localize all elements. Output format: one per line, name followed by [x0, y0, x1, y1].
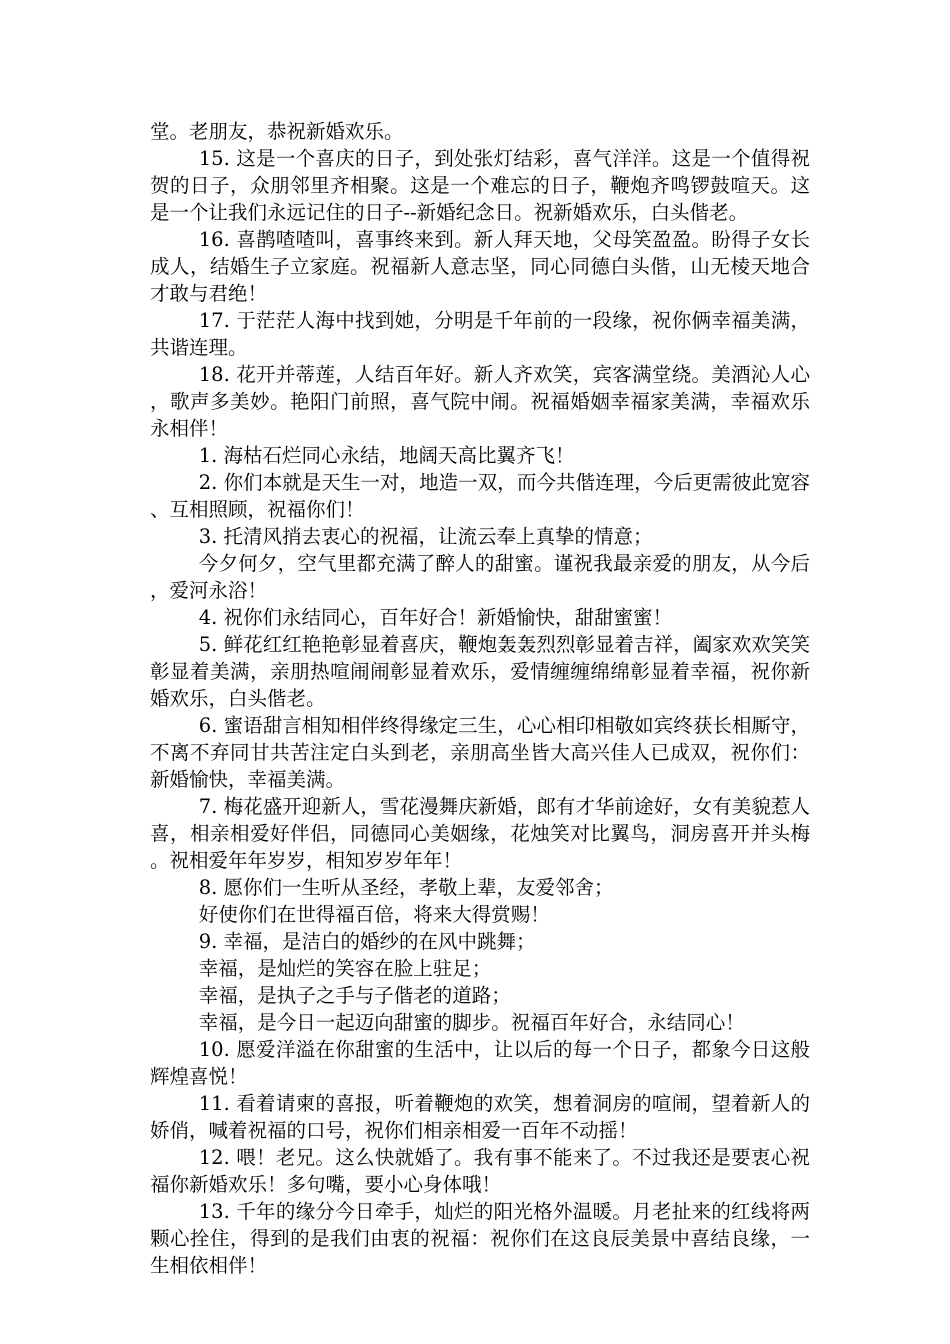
paragraph-item-18: 18. 花开并蒂莲，人结百年好。新人齐欢笑，宾客满堂绕。美酒沁人心，歌声多美妙。艳阳门前照，喜气院中闹。祝福婚姻幸福家美满，幸福欢乐永相伴！	[150, 363, 810, 440]
paragraph-item-17: 17. 于茫茫人海中找到她，分明是千年前的一段缘，祝你俩幸福美满，共谐连理。	[150, 309, 810, 359]
paragraph-item-2: 2. 你们本就是天生一对，地造一双，而今共偕连理，今后更需彼此宽容、互相照顾，祝福你们！	[150, 471, 810, 521]
paragraph-item-5: 5. 鲜花红红艳艳彰显着喜庆，鞭炮轰轰烈烈彰显着吉祥，阖家欢欢笑笑彰显着美满，亲朋热喧闹闹彰显着欢乐，爱情缠缠绵绵彰显着幸福，祝你新婚欢乐，白头偕老。	[150, 633, 810, 710]
paragraph-item-9-line-2: 幸福，是灿烂的笑容在脸上驻足；	[198, 957, 492, 980]
paragraph-item-12: 12. 喂！老兄。这么快就婚了。我有事不能来了。不过我还是要衷心祝福你新婚欢乐！多句嘴，要小心身体哦！	[150, 1146, 810, 1196]
paragraph-item-15: 15. 这是一个喜庆的日子，到处张灯结彩，喜气洋洋。这是一个值得祝贺的日子，众朋邻里齐相聚。这是一个难忘的日子，鞭炮齐鸣锣鼓喧天。这是一个让我们永远记住的日子--新婚纪念日。祝新婚欢乐，白头偕老。	[150, 147, 810, 224]
paragraph-item-3-continued: 今夕何夕，空气里都充满了醉人的甜蜜。谨祝我最亲爱的朋友，从今后，爱河永浴！	[150, 552, 810, 602]
paragraph-item-16: 16. 喜鹊喳喳叫，喜事终来到。新人拜天地，父母笑盈盈。盼得子女长成人，结婚生子立家庭。祝福新人意志坚，同心同德白头偕，山无棱天地合才敢与君绝！	[150, 228, 810, 305]
paragraph-item-6: 6. 蜜语甜言相知相伴终得缘定三生，心心相印相敬如宾终获长相厮守，不离不弃同甘共苦注定白头到老，亲朋高坐皆大高兴佳人已成双，祝你们：新婚愉快，幸福美满。	[150, 714, 810, 791]
paragraph-item-8: 8. 愿你们一生听从圣经，孝敬上辈，友爱邻舍；	[198, 876, 614, 899]
paragraph-item-1: 1. 海枯石烂同心永结，地阔天高比翼齐飞！	[198, 444, 575, 467]
document-body	[150, 118, 810, 1279]
paragraph-item-4: 4. 祝你们永结同心，百年好合！新婚愉快，甜甜蜜蜜！	[198, 606, 673, 629]
paragraph-item-9: 9. 幸福，是洁白的婚纱的在风中跳舞；	[198, 930, 536, 953]
paragraph-item-9-line-3: 幸福，是执子之手与子偕老的道路；	[198, 984, 511, 1007]
paragraph-item-9-line-4: 幸福，是今日一起迈向甜蜜的脚步。祝福百年好合，永结同心！	[198, 1011, 745, 1034]
paragraph-item-10: 10. 愿爱洋溢在你甜蜜的生活中，让以后的每一个日子，都象今日这般辉煌喜悦！	[150, 1038, 810, 1088]
paragraph-continued: 堂。老朋友，恭祝新婚欢乐。	[150, 120, 404, 143]
paragraph-item-8-continued: 好使你们在世得福百倍，将来大得赏赐！	[198, 903, 550, 926]
paragraph-item-11: 11. 看着请柬的喜报，听着鞭炮的欢笑，想着洞房的喧闹，望着新人的娇俏，喊着祝福的口号，祝你们相亲相爱一百年不动摇！	[150, 1092, 810, 1142]
paragraph-item-7: 7. 梅花盛开迎新人，雪花漫舞庆新婚，郎有才华前途好，女有美貌惹人喜，相亲相爱好伴侣，同德同心美姻缘，花烛笑对比翼鸟，洞房喜开并头梅。祝相爱年年岁岁，相知岁岁年年！	[150, 795, 810, 872]
paragraph-item-3: 3. 托清风捎去衷心的祝福，让流云奉上真挚的情意；	[198, 525, 653, 548]
paragraph-item-13: 13. 千年的缘分今日牵手，灿烂的阳光格外温暖。月老扯来的红线将两颗心拴住，得到的是我们由衷的祝福：祝你们在这良辰美景中喜结良缘，一生相依相伴！	[150, 1200, 810, 1277]
